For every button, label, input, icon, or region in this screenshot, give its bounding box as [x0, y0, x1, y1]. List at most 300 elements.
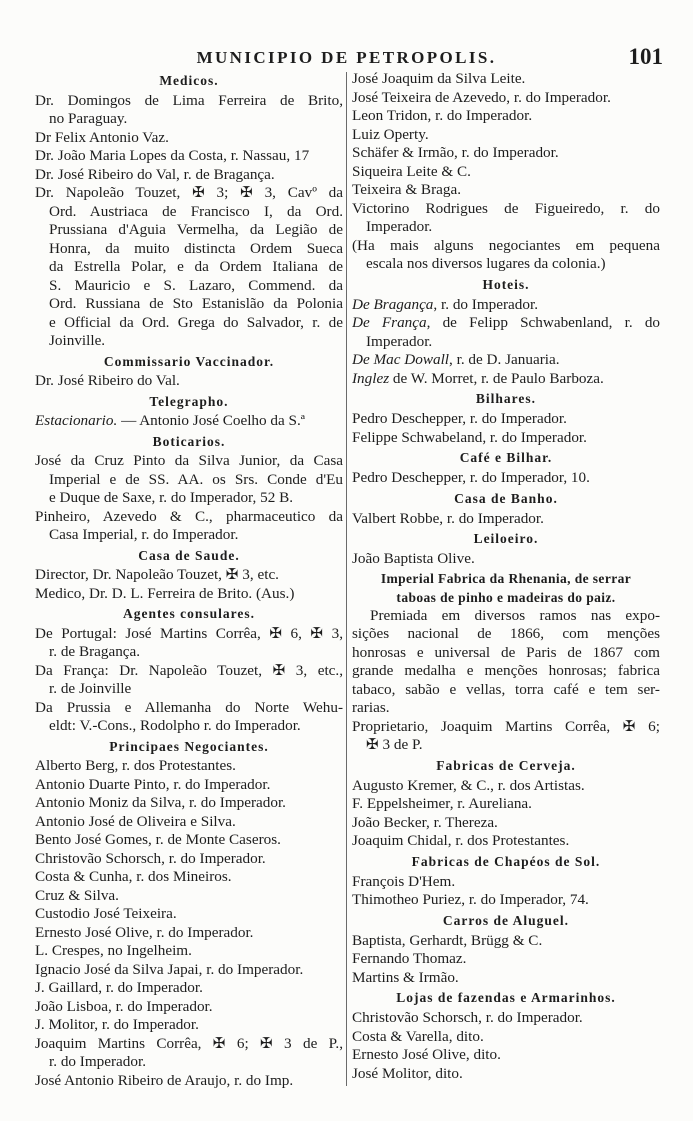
entry-line	[352, 1009, 660, 1028]
entry-line	[352, 107, 660, 126]
directory-entry	[35, 412, 343, 431]
line-text: escala nos diversos lugares da colonia.)	[366, 255, 606, 272]
directory-entry	[35, 625, 343, 662]
line-text: Teixeira & Braga.	[352, 181, 461, 198]
entry-line	[35, 979, 343, 998]
line-text: Ignacio José da Silva Japai, r. do Imperador.	[35, 960, 304, 978]
line-text: Casa Imperial, r. do Imperador.	[49, 526, 239, 543]
directory-entry	[35, 92, 343, 129]
section-heading	[35, 391, 343, 413]
line-text: Joinville.	[49, 332, 106, 349]
directory-entry	[35, 129, 343, 148]
directory-entry	[352, 126, 660, 145]
entry-line	[352, 351, 660, 370]
line-text: Imperador.	[366, 218, 433, 235]
entry-line	[35, 184, 343, 203]
line-text: Imperial e de SS. AA. os Srs. Conde d'Eu	[49, 470, 343, 488]
entry-line	[352, 126, 660, 145]
entry-line	[35, 717, 343, 736]
line-text: Antonio Moniz da Silva, r. do Imperador.	[35, 794, 286, 811]
directory-entry	[352, 163, 660, 182]
line-text: e Official da Ord. Grega do Salvador, r. de	[49, 313, 343, 331]
line-text: Siqueira Leite & C.	[352, 162, 471, 180]
line-text: Costa & Varella, dito.	[352, 1027, 484, 1045]
section-heading	[352, 274, 660, 296]
line-text: taboas de pinho e madeiras do paiz.	[396, 589, 616, 605]
heading-line	[35, 431, 343, 453]
entry-line	[35, 489, 343, 508]
line-text: Hoteis.	[482, 276, 530, 292]
paragraph-line	[352, 607, 660, 626]
paragraph-line	[352, 662, 660, 681]
heading-line	[35, 545, 343, 567]
heading-line	[352, 274, 660, 296]
line-text: r. do Imperador.	[49, 1053, 147, 1070]
directory-entry	[35, 794, 343, 813]
entry-line	[35, 868, 343, 887]
directory-entry	[352, 429, 660, 448]
directory-entry	[352, 1065, 660, 1084]
entry-line	[352, 89, 660, 108]
line-text: Imperador.	[366, 332, 433, 350]
entry-line	[352, 1046, 660, 1065]
line-text: sições nacional de 1866, com menções	[352, 625, 660, 642]
entry-line	[35, 831, 343, 850]
entry-line	[35, 452, 343, 471]
line-text: F. Eppelsheimer, r. Aureliana.	[352, 795, 532, 812]
directory-entry	[352, 873, 660, 892]
line-text: Schäfer & Irmão, r. do Imperador.	[352, 144, 559, 161]
entry-line	[352, 1028, 660, 1047]
directory-entry	[35, 662, 343, 699]
line-text: Casa de Banho.	[454, 490, 558, 506]
entry-line	[352, 891, 660, 910]
entry-line	[35, 1016, 343, 1035]
section-heading	[352, 755, 660, 777]
directory-entry	[352, 314, 660, 351]
line-text: José Joaquim da Silva Leite.	[352, 70, 526, 87]
directory-entry	[352, 1046, 660, 1065]
line-text: r. de Joinville	[49, 680, 132, 697]
line-text: Martins & Irmão.	[352, 968, 459, 986]
entry-line	[352, 718, 660, 737]
line-text: Fabricas de Chapéos de Sol.	[411, 853, 601, 869]
directory-entry	[35, 566, 343, 585]
entry-line	[35, 585, 343, 604]
heading-line	[352, 447, 660, 469]
directory-entry	[352, 510, 660, 529]
directory-entry	[352, 370, 660, 389]
line-text: Ord. Austriaca de Francisco I, da Ord.	[49, 202, 343, 220]
line-text: Dr. Domingos de Lima Ferreira de Brito,	[35, 91, 343, 109]
section-heading	[352, 388, 660, 410]
paragraph-line	[352, 644, 660, 663]
line-text: Principaes Negociantes.	[109, 738, 269, 754]
line-text: Dr. José Ribeiro do Val, r. de Bragança.	[35, 165, 275, 183]
entry-line	[352, 1065, 660, 1084]
entry-line	[352, 814, 660, 833]
line-text: da Estrella Polar, e da Ordem Italiana de	[49, 258, 343, 275]
heading-line	[35, 351, 343, 373]
paragraph-line	[352, 699, 660, 718]
entry-line	[35, 1053, 343, 1072]
line-text: Dr. João Maria Lopes da Costa, r. Nassau, 17	[35, 147, 310, 164]
entry-line	[35, 887, 343, 906]
entry-line	[35, 757, 343, 776]
directory-entry	[352, 814, 660, 833]
entry-line	[35, 662, 343, 681]
entry-line	[352, 469, 660, 488]
entry-line	[35, 147, 343, 166]
line-text: Leiloeiro.	[473, 531, 539, 546]
entry-line	[35, 258, 343, 277]
entry-line	[35, 295, 343, 314]
line-text: Cruz & Silva.	[35, 886, 119, 904]
entry-line	[35, 1035, 343, 1054]
directory-entry	[35, 757, 343, 776]
entry-line	[352, 795, 660, 814]
line-text: José da Cruz Pinto da Silva Junior, da Casa	[35, 452, 343, 469]
line-text: Da Prussia e Allemanha do Norte Wehu-	[35, 698, 343, 716]
line-text: Ord. Russiana de Sto Estanislão da Polonia	[49, 295, 343, 312]
line-text: Pinheiro, Azevedo & C., pharmaceutico da	[35, 507, 343, 525]
directory-entry	[352, 777, 660, 796]
line-text: no Paraguay.	[49, 110, 128, 127]
page-title: MUNICIPIO DE PETROPOLIS.	[196, 48, 497, 67]
directory-entry	[35, 1072, 343, 1091]
directory-entry	[352, 237, 660, 274]
entry-line	[352, 333, 660, 352]
directory-entry	[352, 718, 660, 755]
line-text: Costa & Cunha, r. dos Mineiros.	[35, 868, 232, 885]
entry-line	[352, 969, 660, 988]
line-text: Telegrapho.	[149, 393, 229, 409]
entry-line	[352, 163, 660, 182]
entry-line	[35, 240, 343, 259]
entry-line	[352, 736, 660, 755]
directory-entry	[35, 924, 343, 943]
line-text: , de Felipp Schwabenland, r. do	[426, 314, 660, 331]
entry-line	[35, 471, 343, 490]
line-text: François D'Hem.	[352, 872, 456, 890]
entry-line	[352, 255, 660, 274]
directory-entry	[352, 795, 660, 814]
directory-entry	[352, 144, 660, 163]
line-text: Bilhares.	[475, 391, 537, 406]
directory-entry	[352, 1009, 660, 1028]
line-text: Pedro Deschepper, r. do Imperador.	[352, 410, 567, 427]
line-text: José Antonio Ribeiro de Araujo, r. do Imp.	[35, 1071, 294, 1089]
entry-line	[352, 218, 660, 237]
directory-entry	[352, 469, 660, 488]
directory-entry	[35, 998, 343, 1017]
paragraph-line	[352, 681, 660, 700]
left-column	[35, 70, 343, 1090]
directory-entry	[352, 950, 660, 969]
directory-entry	[35, 813, 343, 832]
entry-line	[352, 370, 660, 389]
entry-line	[352, 950, 660, 969]
directory-entry	[352, 410, 660, 429]
line-text: Victorino Rodrigues de Figueiredo, r. do	[352, 199, 660, 217]
line-text: Da França: Dr. Napoleão Touzet, ✠ 3, etc.,	[35, 661, 343, 679]
line-text: Thimotheo Puriez, r. do Imperador, 74.	[352, 891, 589, 908]
line-text: Joaquim Martins Corrêa, ✠ 6; ✠ 3 de P.,	[35, 1034, 343, 1052]
heading-line	[352, 588, 660, 607]
heading-line	[35, 603, 343, 625]
line-text: Joaquim Chidal, r. dos Protestantes.	[352, 832, 570, 849]
entry-line	[35, 526, 343, 545]
entry-line	[35, 166, 343, 185]
entry-line	[35, 625, 343, 644]
line-text: Luiz Operty.	[352, 125, 429, 143]
directory-entry	[352, 1028, 660, 1047]
directory-entry	[352, 351, 660, 370]
directory-entry	[35, 166, 343, 185]
heading-line	[35, 736, 343, 758]
line-text: Ernesto José Olive, dito.	[352, 1046, 501, 1063]
paragraph	[352, 607, 660, 718]
heading-line	[35, 391, 343, 413]
entry-line	[35, 203, 343, 222]
line-text: e Duque de Saxe, r. do Imperador, 52 B.	[49, 489, 294, 506]
line-text: grande medalha e menções honrosas; fabrica	[352, 662, 660, 679]
directory-entry	[35, 831, 343, 850]
line-text: Christovão Schorsch, r. do Imperador.	[352, 1009, 583, 1026]
directory-entry	[352, 181, 660, 200]
line-text: Medico, Dr. D. L. Ferreira de Brito. (Aus.)	[35, 584, 295, 602]
directory-entry	[35, 508, 343, 545]
directory-entry	[352, 296, 660, 315]
directory-entry	[35, 452, 343, 508]
heading-line	[352, 910, 660, 932]
entry-line	[352, 296, 660, 315]
entry-line	[35, 566, 343, 585]
entry-line	[35, 92, 343, 111]
line-text: Casa de Saude.	[138, 547, 240, 563]
entry-line	[352, 181, 660, 200]
entry-line	[35, 776, 343, 795]
line-text: Antonio José de Oliveira e Silva.	[35, 812, 236, 830]
directory-entry	[35, 1016, 343, 1035]
section-heading	[352, 851, 660, 873]
heading-line	[352, 488, 660, 510]
heading-line	[352, 755, 660, 777]
directory-entry	[35, 372, 343, 391]
line-text: Honra, da muito distincta Ordem Sueca	[49, 239, 343, 257]
line-text: João Lisboa, r. do Imperador.	[35, 997, 213, 1015]
entry-line	[352, 237, 660, 256]
line-text: Alberto Berg, r. dos Protestantes.	[35, 757, 236, 774]
directory-entry	[352, 200, 660, 237]
line-text: Boticarios.	[152, 433, 226, 449]
line-text: r. de Bragança.	[49, 643, 141, 660]
line-text: Commissario Vaccinador.	[103, 353, 275, 369]
line-text: J. Molitor, r. do Imperador.	[35, 1016, 199, 1033]
entry-line	[35, 813, 343, 832]
entry-line	[35, 332, 343, 351]
heading-line	[352, 851, 660, 873]
line-text: Imperial Fabrica da Rhenania, de serrar	[380, 570, 632, 586]
line-text: Leon Tridon, r. do Imperador.	[352, 107, 533, 124]
line-text: Pedro Deschepper, r. do Imperador, 10.	[352, 469, 590, 486]
entry-line	[352, 932, 660, 951]
entry-line	[352, 873, 660, 892]
line-text: Fernando Thomaz.	[352, 950, 467, 967]
entry-line	[35, 850, 343, 869]
directory-entry	[35, 147, 343, 166]
directory-entry	[35, 699, 343, 736]
entry-line	[35, 110, 343, 129]
section-heading	[35, 736, 343, 758]
entry-line	[352, 832, 660, 851]
line-text: Baptista, Gerhardt, Brügg & C.	[352, 931, 543, 949]
entry-line	[35, 412, 343, 431]
entry-line	[35, 1072, 343, 1091]
entry-line	[352, 550, 660, 569]
entry-line	[35, 129, 343, 148]
line-text: José Teixeira de Azevedo, r. do Imperador.	[352, 88, 611, 106]
directory-entry	[35, 979, 343, 998]
entry-line	[35, 314, 343, 333]
entry-line	[35, 942, 343, 961]
line-text: S. Mauricio e S. Lazaro, Commend. da	[49, 276, 343, 294]
line-text: Carros de Aluguel.	[442, 912, 570, 928]
entry-line	[352, 510, 660, 529]
entry-line	[35, 277, 343, 296]
line-text: , r. de D. Januaria.	[449, 351, 560, 368]
section-heading	[35, 545, 343, 567]
entry-line	[35, 508, 343, 527]
entry-line	[35, 699, 343, 718]
line-text: João Baptista Olive.	[352, 550, 475, 567]
entry-line	[35, 680, 343, 699]
directory-entry	[35, 887, 343, 906]
directory-entry	[35, 1035, 343, 1072]
line-text: Proprietario, Joaquim Martins Corrêa, ✠ 6;	[352, 717, 660, 735]
line-text: Valbert Robbe, r. do Imperador.	[352, 509, 544, 527]
line-text: Felippe Schwabeland, r. do Imperador.	[352, 428, 587, 446]
line-text: Café e Bilhar.	[459, 450, 553, 465]
line-text: Bento José Gomes, r. de Monte Caseros.	[35, 831, 281, 848]
entry-line	[352, 314, 660, 333]
line-text: honrosas e universal de Paris de 1867 com	[352, 643, 660, 661]
entry-line	[352, 777, 660, 796]
entry-line	[35, 961, 343, 980]
line-text: Augusto Kremer, & C., r. dos Artistas.	[352, 776, 585, 794]
line-text: Dr. Napoleão Touzet, ✠ 3; ✠ 3, Cavº da	[35, 184, 343, 201]
directory-entry	[352, 832, 660, 851]
directory-entry	[35, 776, 343, 795]
line-text: , r. do Imperador.	[433, 295, 539, 313]
line-text: Prussiana d'Aguia Vermelha, da Legião de	[49, 221, 343, 238]
entry-line	[352, 70, 660, 89]
heading-line	[352, 528, 660, 550]
right-column	[352, 70, 660, 1083]
line-text: Fabricas de Cerveja.	[436, 757, 576, 773]
line-text: Dr. José Ribeiro do Val.	[35, 372, 180, 389]
establishment-name: Inglez	[352, 369, 390, 387]
line-text: — Antonio José Coelho da S.ª	[117, 412, 305, 429]
line-text: Christovão Schorsch, r. do Imperador.	[35, 849, 266, 867]
entry-line	[35, 372, 343, 391]
directory-entry	[35, 905, 343, 924]
line-text: tabaco, sabão e vellas, torra café e tem ser-	[352, 680, 660, 698]
section-heading	[35, 351, 343, 373]
section-heading	[352, 528, 660, 550]
heading-line	[35, 70, 343, 92]
section-heading	[35, 70, 343, 92]
line-text: João Becker, r. Thereza.	[352, 813, 498, 831]
section-heading	[352, 488, 660, 510]
directory-entry	[35, 961, 343, 980]
directory-entry	[35, 942, 343, 961]
section-heading	[35, 603, 343, 625]
column-divider	[346, 72, 347, 1086]
line-text: rarias.	[352, 699, 390, 716]
line-text: eldt: V.-Cons., Rodolpho r. do Imperador.	[49, 717, 301, 734]
line-text: J. Gaillard, r. do Imperador.	[35, 979, 203, 996]
directory-entry	[35, 868, 343, 887]
line-text: Dr Felix Antonio Vaz.	[35, 128, 169, 146]
establishment-name: De Mac Dowall	[352, 351, 450, 368]
directory-entry	[35, 850, 343, 869]
directory-entry	[352, 70, 660, 89]
paragraph-line	[352, 625, 660, 644]
section-heading	[352, 447, 660, 469]
establishment-name: Estacionario.	[35, 412, 118, 429]
section-heading	[352, 987, 660, 1009]
section-heading	[352, 910, 660, 932]
entry-line	[352, 144, 660, 163]
line-text: L. Crespes, no Ingelheim.	[35, 942, 192, 959]
directory-entry	[352, 891, 660, 910]
directory-entry	[35, 184, 343, 351]
heading-line	[352, 388, 660, 410]
line-text: Premiada em diversos ramos nas expo-	[370, 606, 660, 624]
line-text: (Ha mais alguns negociantes em pequena	[352, 236, 660, 254]
directory-entry	[352, 89, 660, 108]
heading-line	[352, 987, 660, 1009]
directory-entry	[352, 932, 660, 951]
page-number: 101	[628, 44, 663, 69]
directory-entry	[35, 585, 343, 604]
line-text: Antonio Duarte Pinto, r. do Imperador.	[35, 775, 271, 793]
line-text: Director, Dr. Napoleão Touzet, ✠ 3, etc.	[35, 566, 279, 583]
line-text: Agentes consulares.	[123, 606, 255, 621]
entry-line	[35, 221, 343, 240]
entry-line	[35, 905, 343, 924]
entry-line	[352, 429, 660, 448]
line-text: Lojas de fazendas e Armarinhos.	[396, 990, 616, 1005]
directory-entry	[352, 550, 660, 569]
entry-line	[352, 410, 660, 429]
heading-line	[352, 569, 660, 588]
line-text: ✠ 3 de P.	[366, 736, 423, 753]
entry-line	[35, 998, 343, 1017]
section-heading	[35, 431, 343, 453]
line-text: José Molitor, dito.	[352, 1064, 463, 1082]
directory-entry	[352, 969, 660, 988]
line-text: de W. Morret, r. de Paulo Barboza.	[389, 369, 604, 387]
line-text: Medicos.	[159, 73, 219, 88]
line-text: Custodio José Teixeira.	[35, 905, 177, 922]
section-heading	[352, 569, 660, 607]
entry-line	[35, 924, 343, 943]
directory-entry	[352, 107, 660, 126]
line-text: De Portugal: José Martins Corrêa, ✠ 6, ✠ 3,	[35, 624, 343, 642]
entry-line	[35, 794, 343, 813]
